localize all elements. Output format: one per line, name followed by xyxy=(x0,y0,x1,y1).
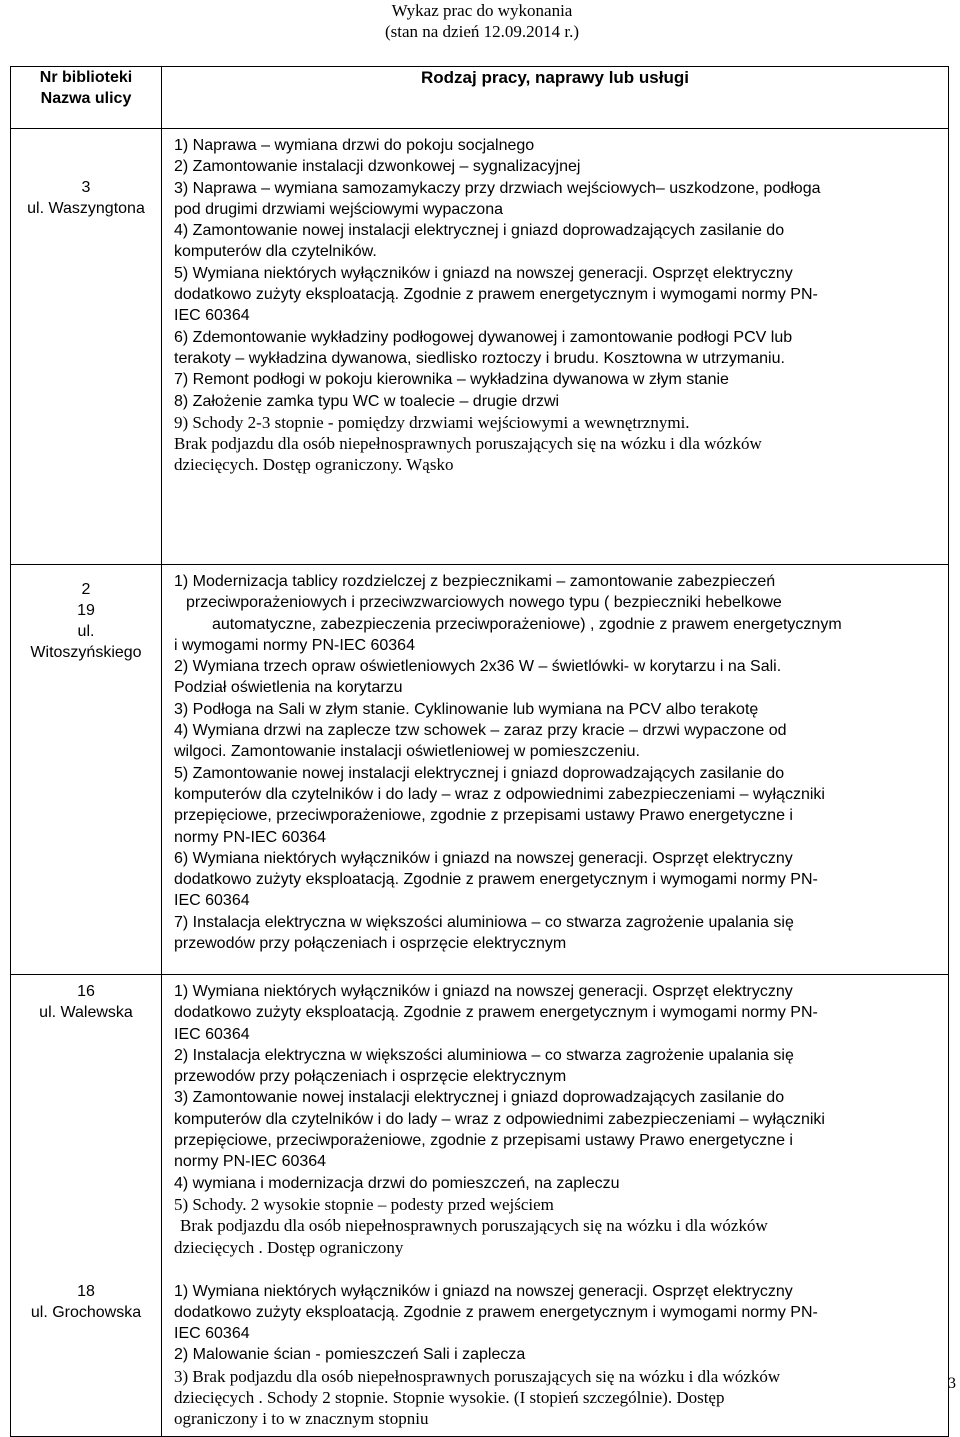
work-line: 2) Wymiana trzech opraw oświetleniowych 2x36 W – świetlówki- w korytarzu i na Sali. xyxy=(174,658,782,676)
work-line: dziecięcych . Dostęp ograniczony xyxy=(174,1237,404,1257)
work-line: przewodów przy połączeniach i osprzęcie elektrycznym xyxy=(174,935,567,953)
work-line: dodatkowo zużyty eksploatacją. Zgodnie z prawem energetycznym i wymogami normy PN- xyxy=(174,871,818,889)
work-line: ograniczony i to w znacznym stopniu xyxy=(174,1409,429,1429)
work-line: 9) Schody 2-3 stopnie - pomiędzy drzwiami wejściowymi a wewnętrznymi. xyxy=(174,412,690,432)
library-street: Witoszyńskiego xyxy=(30,644,142,661)
library-number: 19 xyxy=(77,602,95,619)
work-line: 3) Naprawa – wymiana samozamykaczy przy drzwiach wejściowych– uszkodzone, podłoga xyxy=(174,179,821,197)
work-line: komputerów dla czytelników i do lady – wraz z odpowiednimi zabezpieczeniami – wyłączniki xyxy=(174,785,825,803)
work-line: przeciwporażeniowych i przeciwzwarciowych nowego typu ( bezpieczniki hebelkowe xyxy=(186,594,782,612)
work-line: komputerów dla czytelników. xyxy=(174,243,377,261)
col-work-header: Rodzaj pracy, naprawy lub usługi xyxy=(162,67,949,129)
work-line: 7) Instalacja elektryczna w większości aluminiowa – co stwarza zagrożenie upalania się xyxy=(174,913,794,931)
library-number: 2 xyxy=(81,581,91,598)
table-row xyxy=(11,565,949,975)
header-title: Wykaz prac do wykonania xyxy=(391,1,573,20)
work-line: Brak podjazdu dla osób niepełnosprawnych poruszających się na wózku i dla wózków xyxy=(180,1216,768,1236)
work-description-cell xyxy=(162,129,949,565)
work-line: normy PN-IEC 60364 xyxy=(174,1153,327,1171)
work-line: 1) Modernizacja tablicy rozdzielczej z bezpiecznikami – zamontowanie zabezpieczeń xyxy=(174,573,776,590)
table-row xyxy=(11,975,949,1275)
library-street: ul. Waszyngtona xyxy=(27,200,145,217)
library-street: ul. Walewska xyxy=(39,1004,133,1021)
table-row xyxy=(11,1275,949,1437)
work-line: wilgoci. Zamontowanie instalacji oświetleniowej w pomieszczeniu. xyxy=(174,743,640,761)
work-line: 1) Wymiana niektórych wyłączników i gniazd na nowszej generacji. Osprzęt elektryczny xyxy=(174,1282,793,1300)
work-line: normy PN-IEC 60364 xyxy=(174,828,327,846)
work-line: 1) Naprawa – wymiana drzwi do pokoju socjalnego xyxy=(174,137,535,154)
work-line: Brak podjazdu dla osób niepełnosprawnych poruszających się na wózku i dla wózków xyxy=(174,434,762,454)
library-number: 18 xyxy=(77,1282,95,1300)
work-line: automatyczne, zabezpieczenia przeciwporażeniowe) , zgodnie z prawem energetycznym xyxy=(212,615,842,633)
library-number: 3 xyxy=(81,179,91,196)
work-description-cell xyxy=(162,1275,949,1437)
col-library-header-line2: Nazwa ulicy xyxy=(40,90,132,107)
work-line: przewodów przy połączeniach i osprzęcie elektrycznym xyxy=(174,1068,567,1086)
work-line: 4) Wymiana drzwi na zaplecze tzw schowek – zaraz przy kracie – drzwi wypaczone od xyxy=(174,722,787,740)
work-line: IEC 60364 xyxy=(174,307,250,325)
work-line: 5) Schody. 2 wysokie stopnie – podesty przed wejściem xyxy=(174,1194,554,1214)
work-line: IEC 60364 xyxy=(174,1025,250,1043)
work-line: przepięciowe, przeciwporażeniowe, zgodnie z przepisami ustawy Prawo energetyczne i xyxy=(174,807,793,825)
work-line: 6) Zdemontowanie wykładziny podłogowej dywanowej i zamontowanie podłogi PCV lub xyxy=(174,328,793,346)
work-line: pod drugimi drzwiami wejściowymi wypaczona xyxy=(174,200,503,218)
work-line: 4) Zamontowanie nowej instalacji elektrycznej i gniazd doprowadzających zasilanie do xyxy=(174,222,785,240)
work-description-cell xyxy=(162,565,949,975)
library-street: ul. Grochowska xyxy=(30,1303,142,1321)
work-description-cell xyxy=(162,975,949,1275)
library-number: 16 xyxy=(77,983,95,1000)
page-number: 3 xyxy=(948,1375,956,1392)
library-cell xyxy=(11,129,162,565)
work-line: Podział oświetlenia na korytarzu xyxy=(174,679,403,697)
work-line: 5) Zamontowanie nowej instalacji elektrycznej i gniazd doprowadzających zasilanie do xyxy=(174,764,785,782)
work-line: przepięciowe, przeciwporażeniowe, zgodnie z przepisami ustawy Prawo energetyczne i xyxy=(174,1132,793,1150)
work-line: dziecięcych. Dostęp ograniczony. Wąsko xyxy=(174,455,454,475)
work-line: IEC 60364 xyxy=(174,892,250,910)
col-library-header-line1: Nr biblioteki xyxy=(39,69,133,86)
work-line: 2) Instalacja elektryczna w większości aluminiowa – co stwarza zagrożenie upalania się xyxy=(174,1046,794,1064)
table-row xyxy=(11,129,949,565)
col-library-header xyxy=(11,67,162,129)
work-line: IEC 60364 xyxy=(174,1325,250,1343)
work-line: dodatkowo zużyty eksploatacją. Zgodnie z prawem energetycznym i wymogami normy PN- xyxy=(174,286,818,304)
work-line: 8) Założenie zamka typu WC w toalecie – drugie drzwi xyxy=(174,392,560,410)
work-line: dodatkowo zużyty eksploatacją. Zgodnie z prawem energetycznym i wymogami normy PN- xyxy=(174,1004,818,1022)
work-line: dziecięcych . Schody 2 stopnie. Stopnie wysokie. (I stopień szczególnie). Dostęp xyxy=(174,1387,725,1407)
work-line: i wymogami normy PN-IEC 60364 xyxy=(174,636,415,654)
works-table xyxy=(10,66,949,1437)
work-line: 3) Brak podjazdu dla osób niepełnosprawnych poruszających się na wózku i dla wózków xyxy=(174,1366,781,1386)
library-street-prefix: ul. xyxy=(77,623,95,640)
work-line: 4) wymiana i modernizacja drzwi do pomieszczeń, na zapleczu xyxy=(174,1174,620,1192)
work-line: 5) Wymiana niektórych wyłączników i gniazd na nowszej generacji. Osprzęt elektryczny xyxy=(174,264,793,282)
work-line: 2) Malowanie ścian - pomieszczeń Sali i zaplecza xyxy=(174,1346,526,1364)
header-date: (stan na dzień 12.09.2014 r.) xyxy=(384,22,580,41)
library-cell xyxy=(11,975,162,1275)
library-cell xyxy=(11,565,162,975)
work-line: 2) Zamontowanie instalacji dzwonkowej – sygnalizacyjnej xyxy=(174,158,581,176)
work-line: 6) Wymiana niektórych wyłączników i gniazd na nowszej generacji. Osprzęt elektryczny xyxy=(174,849,793,867)
table-header-row xyxy=(11,67,949,129)
work-line: 3) Zamontowanie nowej instalacji elektrycznej i gniazd doprowadzających zasilanie do xyxy=(174,1089,785,1107)
work-line: terakoty – wykładzina dywanowa, siedlisko roztoczy i brudu. Kosztowna w utrzymaniu. xyxy=(174,349,785,367)
library-cell xyxy=(11,1275,162,1437)
work-line: 3) Podłoga na Sali w złym stanie. Cyklinowanie lub wymiana na PCV albo terakotę xyxy=(174,700,759,718)
work-line: 7) Remont podłogi w pokoju kierownika – wykładzina dywanowa w złym stanie xyxy=(174,371,729,389)
work-line: 1) Wymiana niektórych wyłączników i gniazd na nowszej generacji. Osprzęt elektryczny xyxy=(174,983,793,1000)
document-header xyxy=(352,0,612,42)
work-line: komputerów dla czytelników i do lady – wraz z odpowiednimi zabezpieczeniami – wyłączniki xyxy=(174,1110,825,1128)
work-line: dodatkowo zużyty eksploatacją. Zgodnie z prawem energetycznym i wymogami normy PN- xyxy=(174,1303,818,1321)
